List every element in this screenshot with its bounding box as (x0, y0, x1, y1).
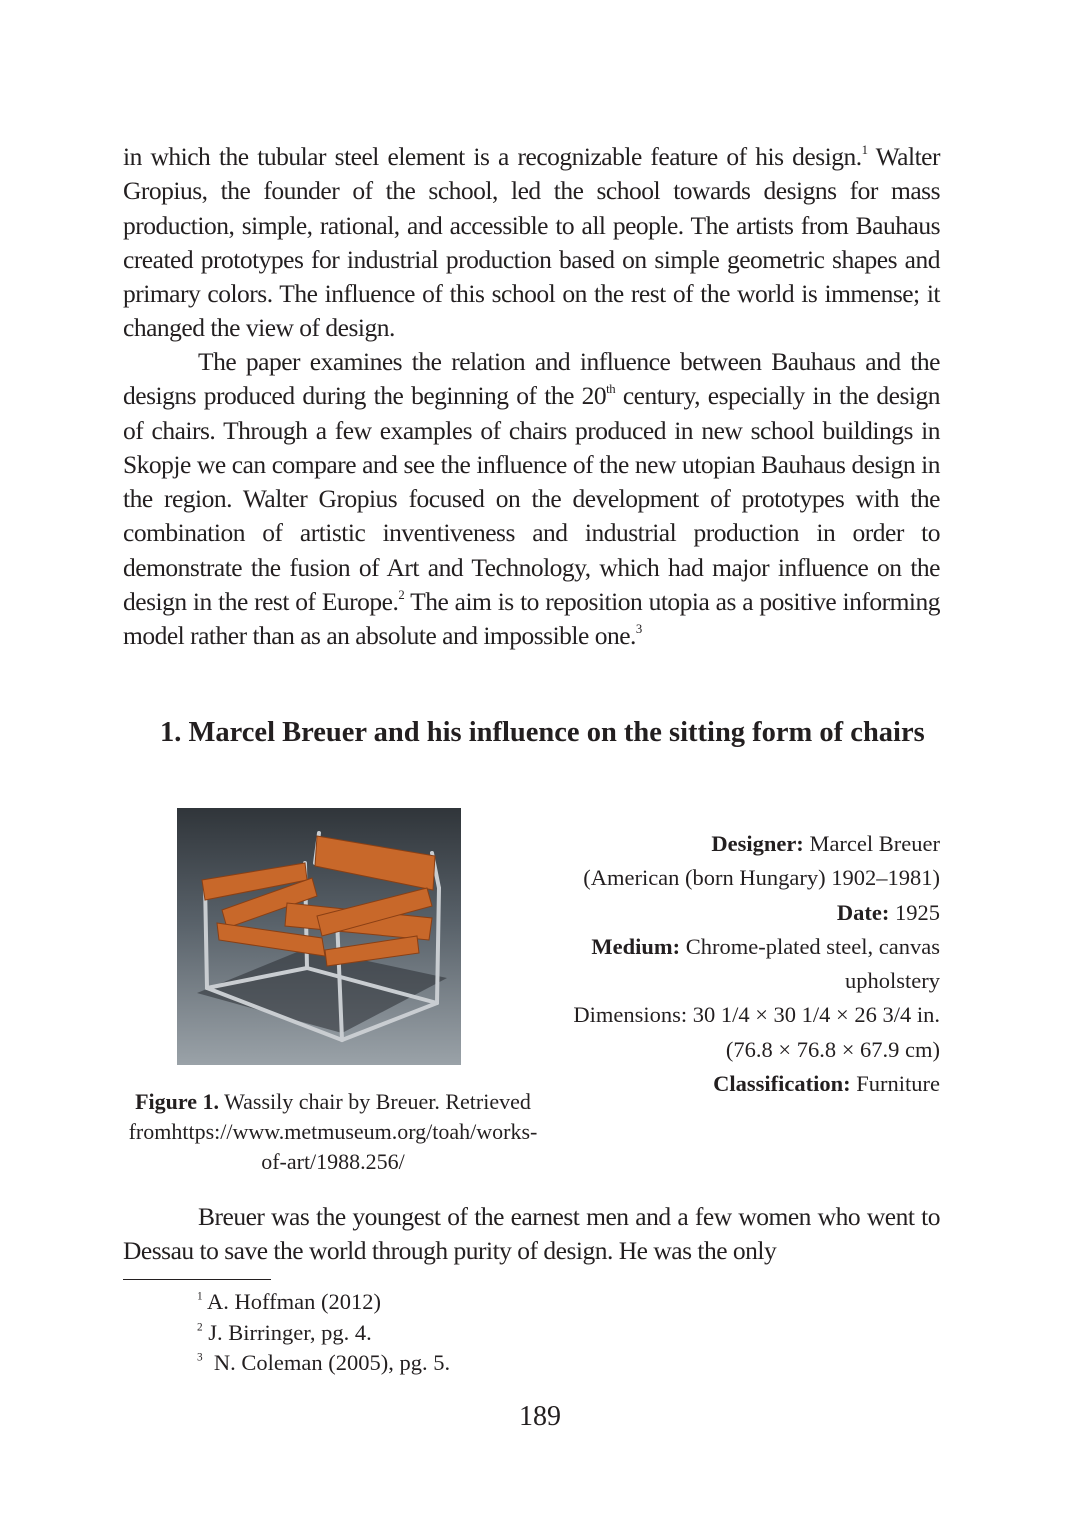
figure-label: Figure 1. (135, 1089, 220, 1114)
footnote-text: A. Hoffman (2012) (202, 1289, 381, 1314)
medium-value-cont: upholstery (845, 968, 940, 994)
caption-text: Wassily chair by Breuer. Retrieved fromhttps://www.metmuseum.org/toah/works-of-art/1988.256/ (128, 1089, 538, 1174)
paragraph-text: century, especially in the design of chairs. Through a few examples of chairs produced in new school buildings in Skopje we can compare and see the influence of the new utopian Bauhaus design in the region. Walter Gropius focused on the development of prototypes with the combination of artistic inventiveness and industrial production in order to demonstrate the fusion of Art and Technology, which had major influence on the design in the rest of Europe. (123, 381, 940, 617)
footnote-1 (197, 1287, 381, 1318)
medium-row (480, 930, 940, 964)
footnote-text: N. Coleman (2005), pg. 5. (202, 1350, 451, 1375)
classification-value: Furniture (850, 1071, 940, 1097)
designer-detail: (American (born Hungary) 1902–1981) (583, 865, 940, 891)
footnote-3 (197, 1348, 450, 1379)
medium-value: Chrome-plated steel, canvas (680, 933, 940, 959)
footnote-number: 2 (197, 1321, 203, 1334)
date-label: Date: (836, 899, 890, 925)
artwork-info (480, 827, 940, 1101)
footnote-divider (123, 1279, 271, 1280)
footnote-2 (197, 1318, 372, 1349)
classification-row (480, 1067, 940, 1101)
section-title: Marcel Breuer and his influence on the sitting form of chairs (188, 717, 925, 748)
footnote-number: 3 (197, 1351, 203, 1364)
footnote-ref[interactable]: 3 (635, 622, 642, 637)
page-number: 189 (519, 1401, 561, 1432)
footnote-text: J. Birringer, pg. 4. (202, 1320, 372, 1345)
designer-value: Marcel Breuer (803, 831, 940, 856)
date-value: 1925 (889, 899, 940, 925)
body-paragraph-1 (123, 140, 940, 346)
dimensions: Dimensions: 30 1/4 × 30 1/4 × 26 3/4 in. (573, 1002, 940, 1028)
classification-label: Classification: (713, 1071, 851, 1097)
medium-label: Medium: (591, 933, 681, 959)
footnote-number: 1 (197, 1290, 203, 1303)
paragraph-text: Breuer was the youngest of the earnest men and a few women who went to Dessau to save the world through purity of design. He was the only (123, 1202, 940, 1266)
paragraph-text: in which the tubular steel element is a recognizable feature of his design. (123, 142, 862, 171)
figure-image (177, 808, 461, 1065)
body-paragraph-2 (123, 345, 940, 654)
ordinal-suffix: th (606, 382, 616, 397)
dimensions-metric: (76.8 × 76.8 × 67.9 cm) (725, 1036, 940, 1062)
date-row (480, 896, 940, 930)
paragraph-text: Walter Gropius, the founder of the school, led the school towards designs for mass production, simple, rational, and accessible to all people. The artists from Bauhaus created prototypes for industrial production based on simple geometric shapes and primary colors. The influence of this school on the rest of the world is immense; it changed the view of design. (123, 142, 940, 343)
footnote-ref[interactable]: 2 (398, 588, 405, 603)
footnote-ref[interactable]: 1 (861, 143, 868, 158)
body-paragraph-3 (123, 1200, 940, 1269)
paragraph-text: The aim is to reposition utopia as a positive informing model rather than as an absolute and impossible one. (123, 587, 940, 651)
designer-label: Designer: (711, 831, 804, 856)
chair-illustration (177, 808, 461, 1065)
section-number: 1. (160, 717, 182, 748)
section-heading (160, 716, 940, 750)
designer-row (480, 827, 940, 861)
paragraph-text: The paper examines the relation and influence between Bauhaus and the designs produced during the beginning of the 20 (123, 347, 940, 411)
